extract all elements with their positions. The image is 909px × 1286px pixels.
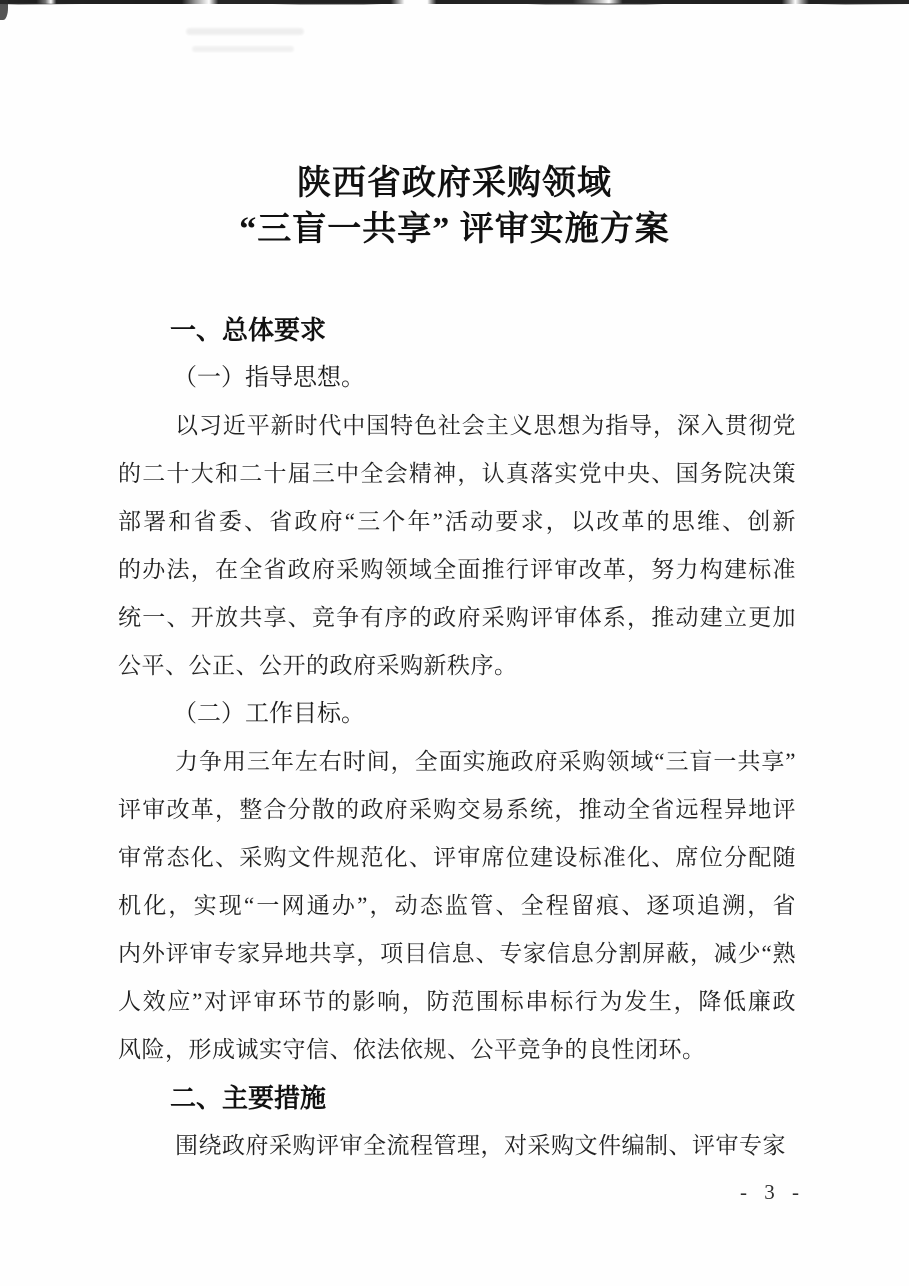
paragraph-2-line: 内外评审专家异地共享，项目信息、专家信息分割屏蔽，减少“熟 xyxy=(118,941,796,966)
paragraph-2-line: 审常态化、采购文件规范化、评审席位建设标准化、席位分配随 xyxy=(118,845,796,870)
paragraph-2-line: 人效应”对评审环节的影响，防范围标串标行为发生，降低廉政 xyxy=(118,989,796,1014)
paragraph-1-line: 的办法，在全省政府采购领域全面推行评审改革，努力构建标准 xyxy=(118,557,796,582)
paragraph-1-line: 统一、开放共享、竞争有序的政府采购评审体系，推动建立更加 xyxy=(118,605,796,630)
subsection-heading-1-2: （二）工作目标。 xyxy=(173,701,365,727)
paragraph-2-line: 力争用三年左右时间，全面实施政府采购领域“三盲一共享” xyxy=(175,749,796,774)
section-heading-1: 一、总体要求 xyxy=(170,315,327,345)
section-heading-2: 二、主要措施 xyxy=(170,1083,327,1113)
paragraph-1-line: 公平、公正、公开的政府采购新秩序。 xyxy=(118,653,518,678)
scan-artifact-smudge xyxy=(186,28,304,35)
scan-artifact-smudge xyxy=(192,46,294,52)
document-body xyxy=(118,306,796,1170)
document-title-line-2: “三盲一共享” 评审实施方案 xyxy=(239,211,670,248)
scan-artifact-corner-blob xyxy=(0,0,8,20)
paragraph-2-line: 评审改革，整合分散的政府采购交易系统，推动全省远程异地评 xyxy=(118,797,796,822)
paragraph-2-line: 机化，实现“一网通办”，动态监管、全程留痕、逐项追溯，省 xyxy=(118,893,796,918)
paragraph-2-line: 风险，形成诚实守信、依法依规、公平竞争的良性闭环。 xyxy=(118,1037,706,1062)
paragraph-1-line: 的二十大和二十届三中全会精神，认真落实党中央、国务院决策 xyxy=(118,461,796,486)
document-title xyxy=(0,161,909,253)
paragraph-1-line: 以习近平新时代中国特色社会主义思想为指导，深入贯彻党 xyxy=(175,413,796,438)
document-title-line-1: 陕西省政府采购领域 xyxy=(297,165,612,202)
paragraph-3-line: 围绕政府采购评审全流程管理，对采购文件编制、评审专家 xyxy=(175,1133,786,1158)
subsection-heading-1-1: （一）指导思想。 xyxy=(173,365,365,391)
paragraph-1-line: 部署和省委、省政府“三个年”活动要求，以改革的思维、创新 xyxy=(118,509,796,534)
page-number: - 3 - xyxy=(740,1180,805,1204)
scan-artifact-top-edge-secondary xyxy=(0,3,909,5)
